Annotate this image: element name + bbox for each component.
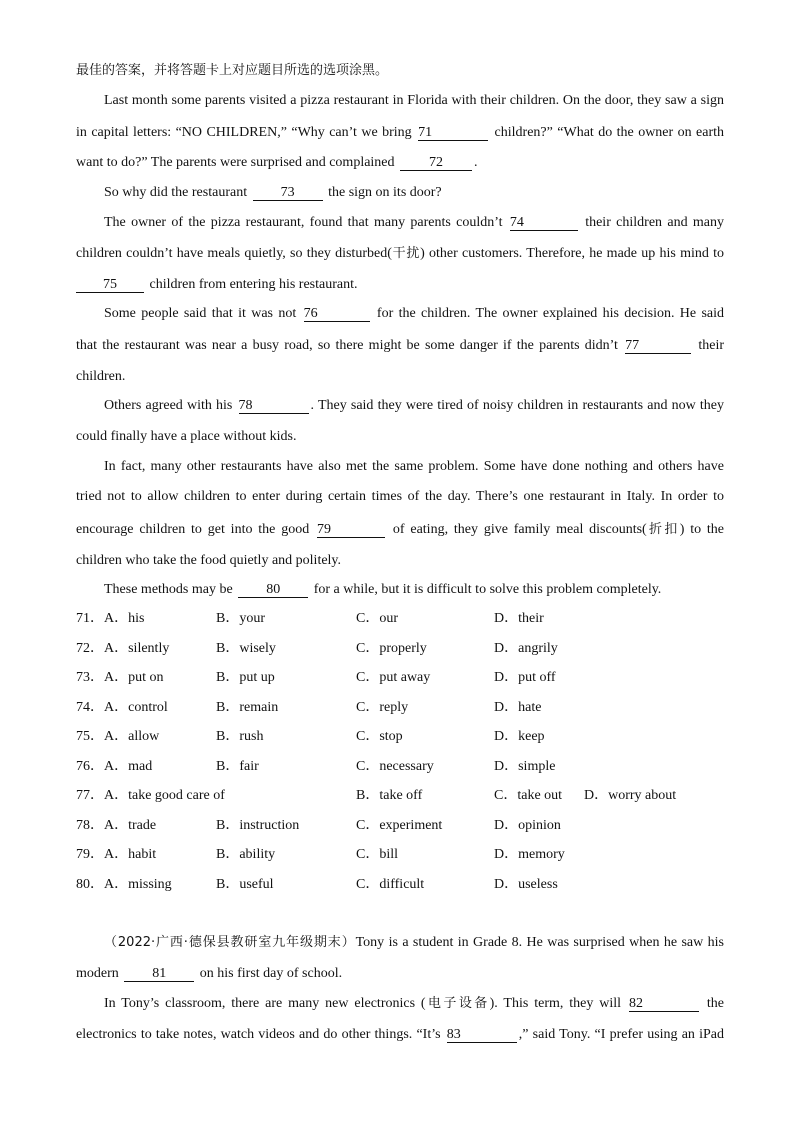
option-b[interactable]: B．ability <box>216 847 276 862</box>
passage1-line <box>104 305 724 323</box>
option-b[interactable]: B．put up <box>216 670 275 685</box>
option-a[interactable]: A．mad <box>104 759 153 774</box>
option-d[interactable]: D．useless <box>494 877 558 892</box>
option-b[interactable]: B．wisely <box>216 641 276 656</box>
option-c[interactable]: C．properly <box>356 641 427 656</box>
question-row <box>0 640 800 658</box>
instruction-text: 最佳的答案，并将答题卡上对应题目所选的选项涂黑。 <box>76 63 389 78</box>
text-run: In Tony’s classroom, there are many new electronics ( <box>104 996 426 1011</box>
passage2-line <box>76 965 724 983</box>
text-run: So why did the restaurant <box>104 185 248 200</box>
text-run: 折扣 <box>646 522 680 537</box>
blank-80: 80 <box>238 583 308 598</box>
option-a[interactable]: A．put on <box>104 670 164 685</box>
passage1-line <box>104 581 724 599</box>
option-d[interactable]: D．simple <box>494 759 556 774</box>
option-c[interactable]: C．reply <box>356 700 409 715</box>
text-run: . <box>474 155 478 170</box>
blank-72: 72 <box>400 156 472 171</box>
text-run: ) to the <box>679 522 725 537</box>
question-number: 71． <box>76 611 104 626</box>
option-b[interactable]: B．instruction <box>216 818 300 833</box>
text-run: Others agreed with his <box>104 398 233 413</box>
question-row <box>0 669 800 687</box>
text-run: for a while, but it is difficult to solve this problem completely. <box>313 582 662 597</box>
option-c[interactable]: C．necessary <box>356 759 434 774</box>
text-run: children?” “What do the owner on earth <box>494 125 725 140</box>
question-number: 78． <box>76 818 104 833</box>
passage1-line: In fact, many other restaurants have also met the same problem. Some have done nothing and others have <box>104 459 724 474</box>
option-c[interactable]: C．put away <box>356 670 431 685</box>
source-label: （2022·广西·德保县教研室九年级期末） <box>104 935 356 950</box>
text-run: ,” said Tony. “I prefer using an iPad <box>518 1027 725 1042</box>
passage1-line: children who take the food quietly and politely. <box>76 553 342 568</box>
question-number: 72． <box>76 641 104 656</box>
passage1-line <box>76 276 724 294</box>
text-run: their <box>698 338 725 353</box>
option-b[interactable]: B．your <box>216 611 265 626</box>
text-run: modern <box>76 966 119 981</box>
blank-74: 74 <box>510 216 578 231</box>
option-a[interactable]: A．silently <box>104 641 170 656</box>
option-a[interactable]: A．missing <box>104 877 172 892</box>
text-run: The owner of the pizza restaurant, found that many parents couldn’t <box>104 215 503 230</box>
passage1-line <box>76 521 724 539</box>
option-a[interactable]: A．allow <box>104 729 160 744</box>
blank-82: 82 <box>629 997 699 1012</box>
question-number: 74． <box>76 700 104 715</box>
passage1-line: Last month some parents visited a pizza restaurant in Florida with their children. On the door, they saw a sign <box>104 93 724 108</box>
blank-79: 79 <box>317 523 385 538</box>
text-run: that the restaurant was near a busy road, so there might be some danger if the parents didn’t <box>76 338 618 353</box>
text-run: the sign on its door? <box>328 185 442 200</box>
blank-76: 76 <box>304 307 370 322</box>
passage1-line <box>76 245 724 263</box>
question-number: 80． <box>76 877 104 892</box>
question-number: 75． <box>76 729 104 744</box>
blank-77: 77 <box>625 339 691 354</box>
option-d[interactable]: D．keep <box>494 729 545 744</box>
question-row <box>0 610 800 628</box>
passage1-line <box>104 184 724 202</box>
text-run: in capital letters: “NO CHILDREN,” “Why can’t we bring <box>76 125 412 140</box>
blank-81: 81 <box>124 967 194 982</box>
text-run: on his first day of school. <box>199 966 343 981</box>
question-row <box>0 876 800 894</box>
option-a[interactable]: A．trade <box>104 818 157 833</box>
option-d[interactable]: D．put off <box>494 670 556 685</box>
option-b[interactable]: B．remain <box>216 700 279 715</box>
option-c[interactable]: C．stop <box>356 729 403 744</box>
text-run: ). This term, they will <box>489 996 622 1011</box>
question-row <box>0 817 800 835</box>
passage2-line <box>104 934 724 952</box>
passage1-line <box>76 154 724 172</box>
option-b[interactable]: B．fair <box>216 759 259 774</box>
text-run: These methods may be <box>104 582 233 597</box>
option-b[interactable]: B．rush <box>216 729 264 744</box>
blank-75: 75 <box>76 278 144 293</box>
question-row <box>0 758 800 776</box>
option-b[interactable]: B．useful <box>216 877 274 892</box>
passage1-line <box>104 214 724 232</box>
option-c[interactable]: C．bill <box>356 847 399 862</box>
option-d[interactable]: D．opinion <box>494 818 561 833</box>
text-run: children couldn’t have meals quietly, so they disturbed( <box>76 246 392 261</box>
option-d[interactable]: D．worry about <box>584 788 677 803</box>
question-number: 73． <box>76 670 104 685</box>
text-run: 电子设备 <box>425 996 490 1011</box>
passage1-line <box>76 337 724 355</box>
passage2-line <box>76 1026 724 1044</box>
passage1-line <box>76 124 724 142</box>
text-run: Tony is a student in Grade 8. He was surprised when he saw his <box>355 935 724 950</box>
option-a[interactable]: A．his <box>104 611 145 626</box>
option-d[interactable]: D．angrily <box>494 641 558 656</box>
text-run: . They said they were tired of noisy children in restaurants and now they <box>310 398 725 413</box>
option-d[interactable]: D．their <box>494 611 544 626</box>
question-number: 77． <box>76 788 104 803</box>
text-run: want to do?” The parents were surprised and complained <box>76 155 395 170</box>
option-c[interactable]: C．difficult <box>356 877 425 892</box>
text-run: encourage children to get into the good <box>76 522 310 537</box>
option-d[interactable]: D．hate <box>494 700 542 715</box>
blank-83: 83 <box>447 1028 517 1043</box>
text-run: Some people said that it was not <box>104 306 297 321</box>
blank-71: 71 <box>418 126 488 141</box>
option-a[interactable]: A．take good care of <box>104 788 225 803</box>
passage2-line <box>104 995 724 1013</box>
text-run: of eating, they give family meal discounts( <box>392 522 647 537</box>
text-run: electronics to take notes, watch videos and do other things. “It’s <box>76 1027 441 1042</box>
text-run: for the children. The owner explained his decision. He said <box>376 306 725 321</box>
question-row <box>0 728 800 746</box>
option-d[interactable]: D．memory <box>494 847 565 862</box>
passage1-line <box>104 397 724 415</box>
passage1-line: tried not to allow children to enter during certain times of the day. There’s one restaurant in Italy. In order to <box>76 489 724 504</box>
option-c[interactable]: C．experiment <box>356 818 443 833</box>
blank-73: 73 <box>253 186 323 201</box>
text-run: 干扰 <box>391 246 421 261</box>
option-a[interactable]: A．control <box>104 700 168 715</box>
question-row <box>0 846 800 864</box>
option-b[interactable]: B．take off <box>356 788 423 803</box>
blank-78: 78 <box>239 399 309 414</box>
passage1-line: could finally have a place without kids. <box>76 429 297 444</box>
text-run: children from entering his restaurant. <box>149 277 358 292</box>
question-row <box>0 787 800 805</box>
option-c[interactable]: C．our <box>356 611 398 626</box>
text-run: the <box>706 996 724 1011</box>
option-c[interactable]: C．take out <box>494 788 563 803</box>
question-number: 76． <box>76 759 104 774</box>
question-row <box>0 699 800 717</box>
passage1-line: children. <box>76 369 126 384</box>
text-run: their children and many <box>585 215 725 230</box>
text-run: ) other customers. Therefore, he made up his mind to <box>420 246 724 261</box>
question-number: 79． <box>76 847 104 862</box>
option-a[interactable]: A．habit <box>104 847 157 862</box>
